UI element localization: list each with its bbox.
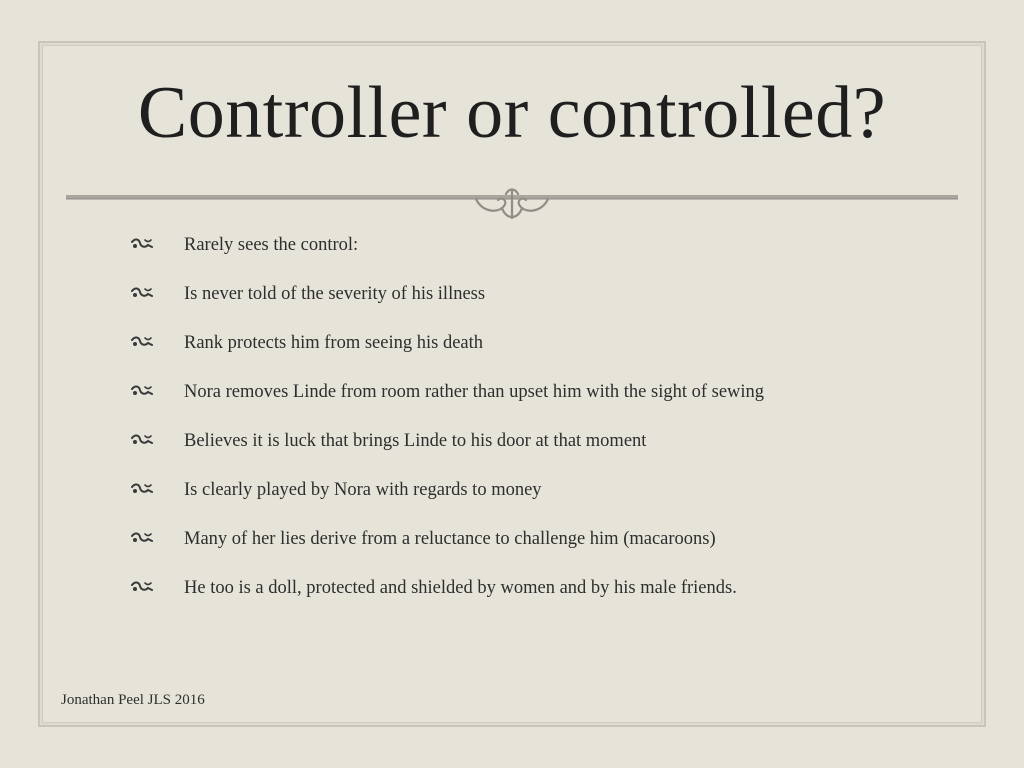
fleuron-icon bbox=[131, 335, 153, 349]
bullet-text: Rarely sees the control: bbox=[184, 235, 359, 255]
list-item bbox=[0, 377, 1024, 407]
list-item bbox=[0, 573, 1024, 603]
bullet-text: Is clearly played by Nora with regards to money bbox=[184, 480, 542, 500]
list-item bbox=[0, 475, 1024, 505]
fleuron-icon bbox=[131, 531, 153, 545]
fleuron-icon bbox=[131, 237, 153, 251]
fleuron-icon bbox=[131, 482, 153, 496]
list-item bbox=[0, 426, 1024, 456]
list-item bbox=[0, 524, 1024, 554]
bullet-text: He too is a doll, protected and shielded by women and by his male friends. bbox=[184, 578, 737, 598]
slide-title: Controller or controlled? bbox=[137, 72, 887, 154]
fleuron-icon bbox=[131, 384, 153, 398]
fleuron-icon bbox=[131, 433, 153, 447]
ornamental-divider-icon bbox=[66, 184, 958, 224]
bullet-text: Nora removes Linde from room rather than upset him with the sight of sewing bbox=[184, 382, 765, 402]
bullet-text: Is never told of the severity of his illness bbox=[184, 284, 486, 304]
list-item bbox=[0, 328, 1024, 358]
fleuron-icon bbox=[131, 580, 153, 594]
bullet-text: Believes it is luck that brings Linde to his door at that moment bbox=[184, 431, 647, 451]
slide-footer: Jonathan Peel JLS 2016 bbox=[61, 692, 205, 708]
fleuron-icon bbox=[131, 286, 153, 300]
list-item bbox=[0, 279, 1024, 309]
bullet-text: Many of her lies derive from a reluctance to challenge him (macaroons) bbox=[184, 529, 716, 549]
bullet-text: Rank protects him from seeing his death bbox=[184, 333, 484, 353]
list-item bbox=[0, 230, 1024, 260]
